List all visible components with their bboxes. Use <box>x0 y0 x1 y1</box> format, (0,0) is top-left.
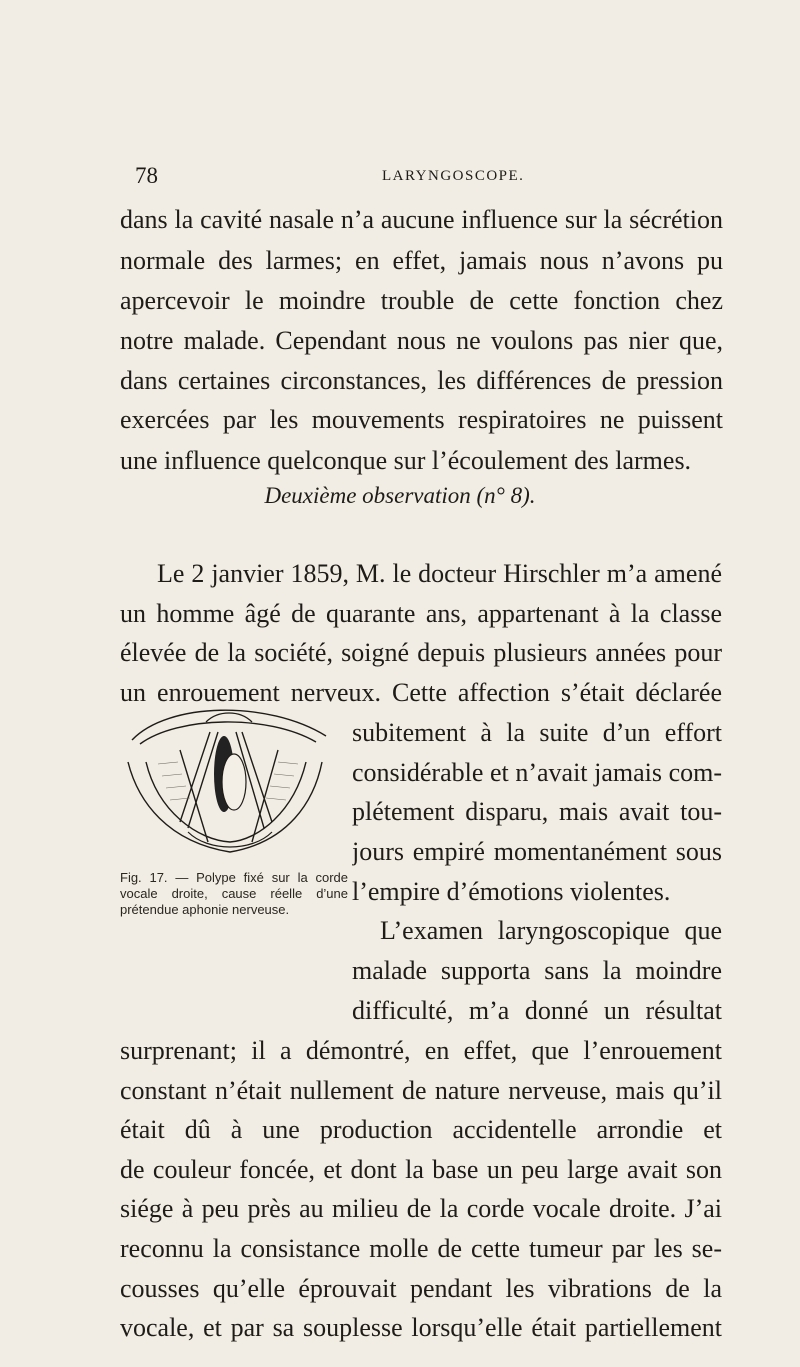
text-line: dans certaines circonstances, les différences de pression <box>120 366 723 395</box>
text-line: surprenant; il a démontré, en effet, que l’enrouement <box>120 1036 722 1065</box>
text-line: constant n’était nullement de nature nerveuse, mais qu’il <box>120 1076 722 1105</box>
text-line: exercées par les mouvements respiratoires ne puissent <box>120 405 723 434</box>
text-line: de couleur foncée, et dont la base un peu large avait son <box>120 1155 722 1184</box>
text-line: siége à peu près au milieu de la corde vocale droite. J’ai <box>120 1194 722 1223</box>
text-line: dans la cavité nasale n’a aucune influence sur la sécrétion <box>120 205 723 234</box>
running-head: LARYNGOSCOPE. <box>382 168 525 184</box>
text-line: un homme âgé de quarante ans, appartenant à la classe <box>120 599 722 628</box>
text-line: apercevoir le moindre trouble de cette fonction chez <box>120 286 723 315</box>
page-number: 78 <box>135 163 158 188</box>
section-heading: Deuxième observation (n° 8). <box>264 483 536 508</box>
text-line: un enrouement nerveux. Cette affection s’était déclarée <box>120 678 722 707</box>
figure-caption: Fig. 17. — Polype fixé sur la corde vocale droite, cause réelle d’une prétendue aphonie nerveuse. <box>120 870 348 917</box>
text-line: cousses qu’elle éprouvait pendant les vibrations de la <box>120 1274 722 1303</box>
text-line: jours empiré momentanément sous <box>352 837 722 866</box>
text-line: subitement à la suite d’un effort <box>352 718 722 747</box>
text-line: élevée de la société, soigné depuis plusieurs années pour <box>120 638 722 667</box>
text-line: l’empire d’émotions violentes. <box>352 877 671 906</box>
text-line: une influence quelconque sur l’écoulement des larmes. <box>120 446 692 475</box>
text-line: notre malade. Cependant nous ne voulons pas nier que, <box>120 326 723 355</box>
text-line: était dû à une production accidentelle arrondie et <box>120 1115 722 1144</box>
text-line: normale des larmes; en effet, jamais nous n’avons pu <box>120 246 723 275</box>
larynx-polyp-illustration <box>118 692 340 864</box>
text-line: malade supporta sans la moindre <box>352 956 722 985</box>
text-line: considérable et n’avait jamais com- <box>352 758 722 787</box>
text-line: vocale, et par sa souplesse lorsqu’elle était partiellement <box>120 1313 722 1342</box>
text-line: reconnu la consistance molle de cette tumeur par les se- <box>120 1234 722 1263</box>
text-line: plétement disparu, mais avait tou- <box>352 797 722 826</box>
page-header <box>135 163 715 193</box>
text-line: Le 2 janvier 1859, M. le docteur Hirschler m’a amené <box>157 559 722 588</box>
text-line: L’examen laryngoscopique que <box>380 916 722 945</box>
text-line: difficulté, m’a donné un résultat <box>352 996 722 1025</box>
